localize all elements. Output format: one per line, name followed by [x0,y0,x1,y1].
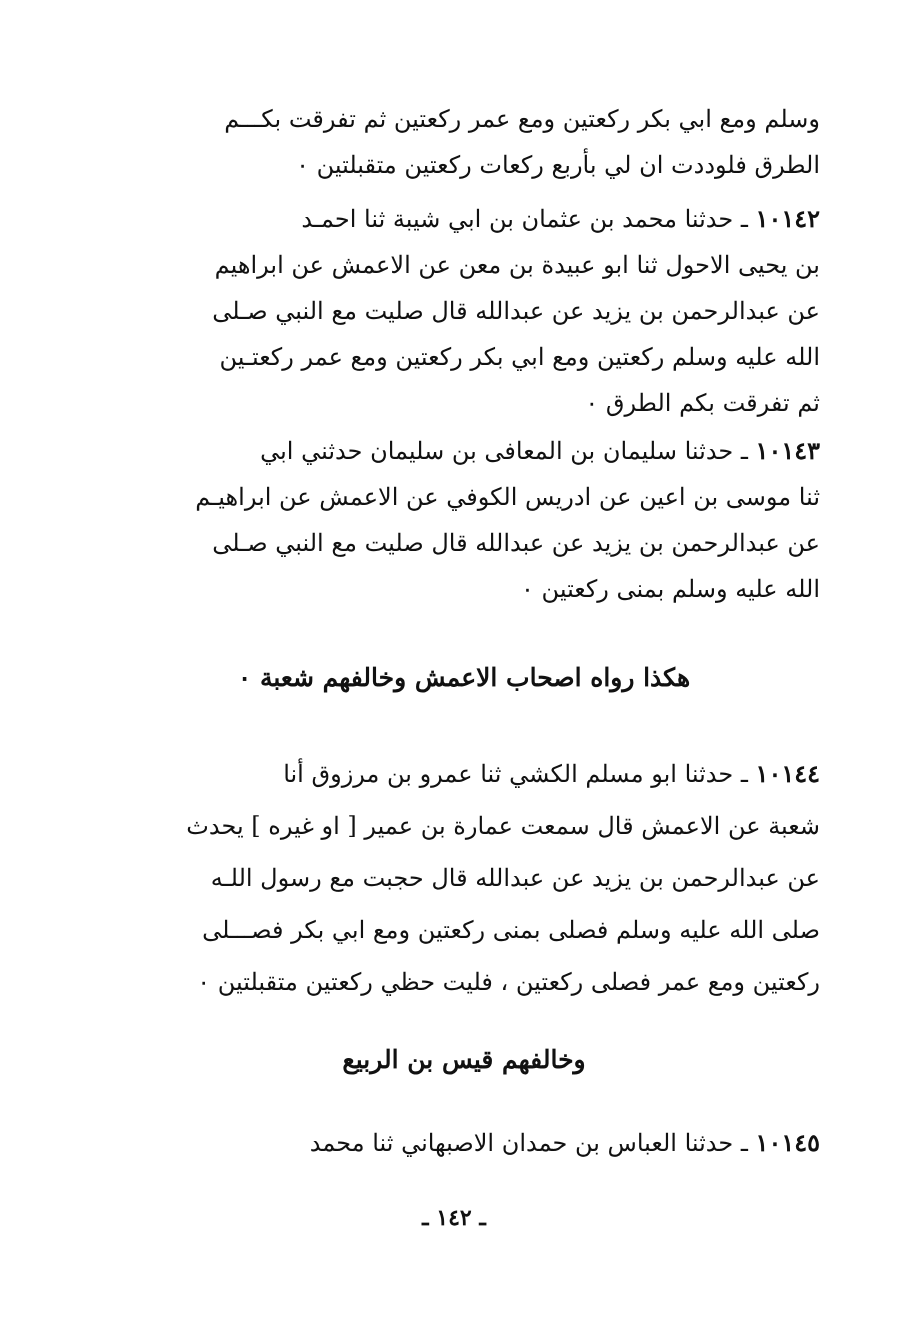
hadith-number: ١٠١٤٢ [755,204,820,233]
text-line: الله عليه وسلم بمنى ركعتين ٠ [521,575,820,603]
hadith-number: ١٠١٤٣ [755,436,820,465]
text-line: وسلم ومع ابي بكر ركعتين ومع عمر ركعتين ثم تفرقت بكـــم [224,105,820,133]
text-segment: ـ حدثنا ابو مسلم الكشي ثنا عمرو بن مرزوق أنا [283,760,748,788]
text-line: عن عبدالرحمن بن يزيد عن عبدالله قال صليت مع النبي صـلى [212,297,820,325]
text-line: عن عبدالرحمن بن يزيد عن عبدالله قال حجبت مع رسول اللـه [210,864,820,892]
hadith-number: ١٠١٤٤ [755,759,820,788]
text-line [108,1120,820,1166]
paragraph-hadith-10142 [108,196,820,426]
text-line: ثنا موسى بن اعين عن ادريس الكوفي عن الاعمش عن ابراهيـم [195,483,820,511]
text-segment: ـ حدثنا العباس بن حمدان الاصبهاني ثنا محمد [309,1129,748,1157]
text-line: ثم تفرقت بكم الطرق ٠ [585,389,820,417]
text-line: الله عليه وسلم ركعتين ومع ابي بكر ركعتين ومع عمر ركعتـين [219,343,820,371]
hadith-number: ١٠١٤٥ [755,1128,820,1157]
text-segment: ـ حدثنا سليمان بن المعافى بن سليمان حدثني ابي [260,437,748,465]
text-line: صلى الله عليه وسلم فصلى بمنى ركعتين ومع ابي بكر فصـــلى [202,916,820,944]
text-line: شعبة عن الاعمش قال سمعت عمارة بن عمير [ او غيره ] يحدث [186,812,820,840]
paragraph-hadith-10144 [108,748,820,1008]
text-line: بن يحيى الاحول ثنا ابو عبيدة بن معن عن الاعمش عن ابراهيم [214,251,820,279]
paragraph-hadith-10143 [108,428,820,612]
paragraph-continuation [108,96,820,188]
text-line [108,428,820,474]
text-line: عن عبدالرحمن بن يزيد عن عبدالله قال صليت مع النبي صـلى [212,529,820,557]
section-heading: هكذا رواه اصحاب الاعمش وخالفهم شعبة ٠ [237,663,691,692]
text-line [108,196,820,242]
text-line: ركعتين ومع عمر فصلى ركعتين ، فليت حظي ركعتين متقبلتين ٠ [197,968,820,996]
text-segment: ـ حدثنا محمد بن عثمان بن ابي شيبة ثنا احمـد [301,205,748,233]
section-heading: وخالفهم قيس بن الربيع [342,1045,586,1074]
text-line: الطرق فلوددت ان لي بأربع ركعات ركعتين متقبلتين ٠ [296,151,820,179]
paragraph-hadith-10145 [108,1120,820,1166]
page-number: ـ ١٤٢ ـ [422,1205,486,1231]
text-line [108,748,820,800]
